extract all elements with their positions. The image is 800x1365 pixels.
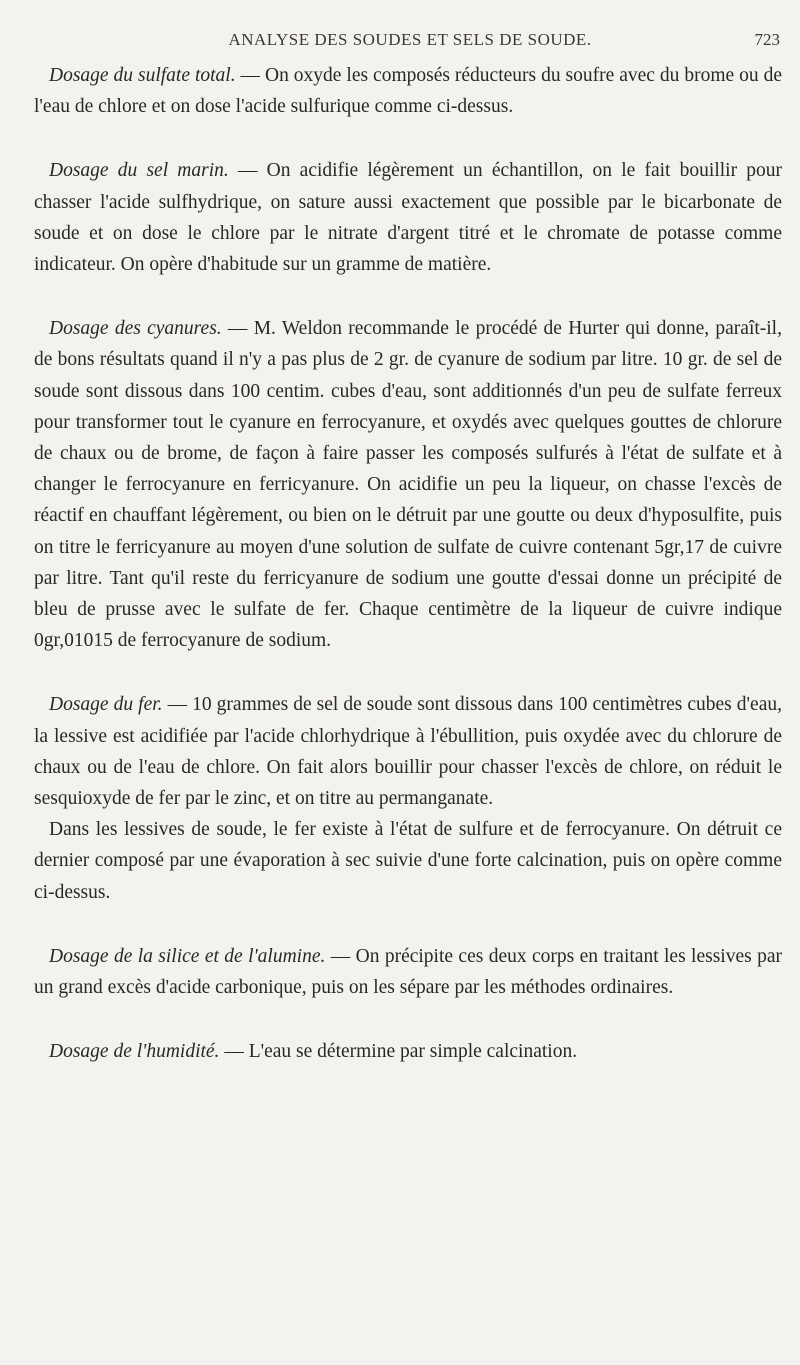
paragraph-humidite (34, 1036, 782, 1067)
paragraph-body: — M. Weldon recommande le procédé de Hurter qui donne, paraît-il, de bons résultats quand il n'y a pas plus de 2 gr. de cyanure de sodium par litre. 10 gr. de sel de soude sont dissous dans 100 centim. cubes d'eau, sont additionnés d'un peu de sulfate ferreux pour transformer tout le cyanure en ferrocyanure, et oxydés avec quelques gouttes de chlorure de chaux ou de brome, de façon à faire passer les composés sulfurés à l'état de sulfate et à changer le ferrocyanure en ferricyanure. On acidifie un peu la liqueur, on chasse l'excès de réactif en chauffant légèrement, ou bien on le détruit par une goutte ou deux d'hyposulfite, puis on titre le ferricyanure au moyen d'une solution de sulfate de cuivre contenant 5gr,17 de cuivre par litre. Tant qu'il reste du ferricyanure de sodium une goutte d'essai donne un précipité de bleu de prusse avec le sulfate de fer. Chaque centimètre de la liqueur de cuivre indique 0gr,01015 de ferrocyanure de sodium. (34, 318, 782, 652)
paragraph-body: — On oxyde les composés réducteurs du soufre avec du brome ou de l'eau de chlore et on dose l'acide sulfurique comme ci-dessus. (34, 65, 783, 118)
paragraph-sulfate-total (34, 60, 782, 122)
paragraph-body: — On précipite ces deux corps en traitant les lessives par un grand excès d'acide carbonique, puis on les sépare par les méthodes ordinaires. (34, 945, 782, 999)
paragraph-body: — 10 grammes de sel de soude sont dissous dans 100 centimètres cubes d'eau, la lessive est acidifiée par l'acide chlorhydrique à l'ébullition, puis oxydée avec du chlorure de chaux ou de l'eau de chlore. On fait alors bouillir pour chasser l'excès de chlore, on réduit le sesquioxyde de fer par le zinc, et on titre au permanganate. (34, 694, 782, 810)
paragraph-sel-marin (34, 155, 782, 280)
paragraph-heading: Dosage de la silice et de l'alumine. (49, 945, 326, 967)
paragraph-fer (34, 689, 782, 814)
paragraph-body: — L'eau se détermine par simple calcination. (219, 1041, 578, 1063)
paragraph-silice-alumine (34, 941, 782, 1003)
paragraph-heading: Dosage du fer. (49, 694, 163, 716)
paragraph-heading: Dosage de l'humidité. (49, 1041, 220, 1063)
page-number: 723 (754, 30, 780, 49)
paragraph-body: Dans les lessives de soude, le fer existe à l'état de sulfure et de ferrocyanure. On détruit ce dernier composé par une évaporation à sec suivie d'une forte calcination, puis on opère comme ci-dessus. (34, 819, 782, 903)
running-title: ANALYSE DES SOUDES ET SELS DE SOUDE. (228, 30, 592, 49)
paragraph-body: — On acidifie légèrement un échantillon, on le fait bouillir pour chasser l'acide sulfhydrique, on sature aussi exactement que possible par le bicarbonate de soude et on dose le chlore par le nitrate d'argent titré et le chromate de potasse comme indicateur. On opère d'habitude sur un gramme de matière. (34, 160, 783, 276)
paragraph-cyanures (34, 313, 782, 656)
paragraph-heading: Dosage du sulfate total. (49, 65, 236, 86)
paragraph-heading: Dosage du sel marin. (49, 160, 229, 182)
body-text (34, 60, 782, 1067)
running-head (40, 30, 780, 54)
paragraph-heading: Dosage des cyanures. (49, 318, 222, 340)
paragraph-fer-lessives (34, 814, 782, 908)
